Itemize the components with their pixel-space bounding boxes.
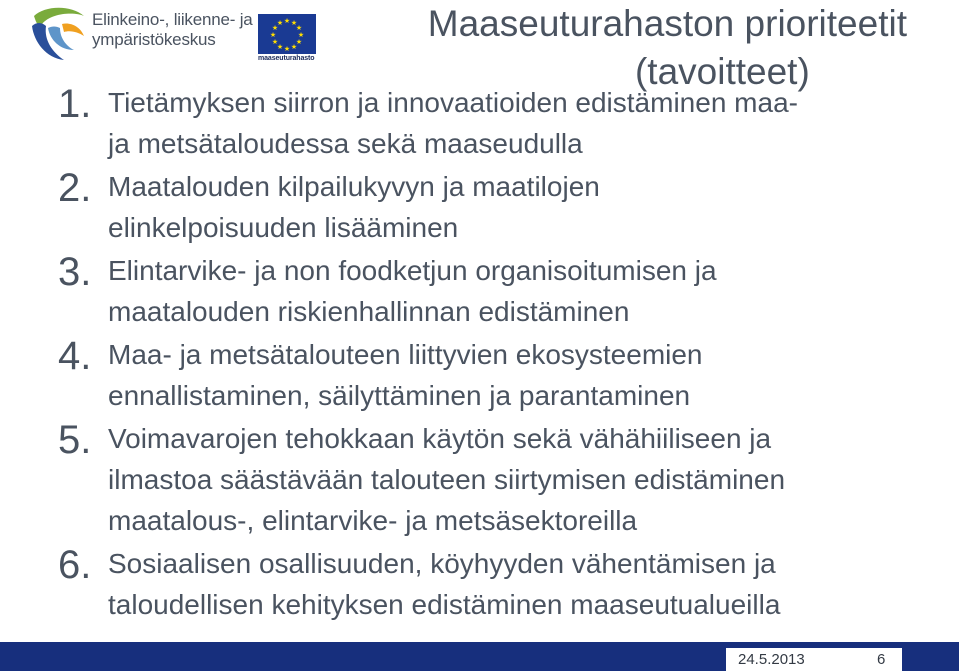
svg-text:★: ★ (290, 43, 298, 51)
priority-item-6 (58, 543, 938, 625)
svg-text:★: ★ (295, 24, 303, 32)
eu-logo (258, 14, 318, 66)
priority-list (58, 82, 938, 627)
priority-text: Tietämyksen siirron ja innovaatioiden edistäminen maa- (108, 87, 798, 118)
priority-text: ilmastoa säästävään talouteen siirtymisen edistäminen (108, 464, 786, 495)
priority-item-1 (58, 82, 938, 164)
priority-number: 4. (58, 334, 92, 378)
eu-logo-caption: maaseuturahasto (258, 55, 315, 62)
slide-title-line1: Maaseuturahaston prioriteetit (427, 3, 907, 44)
priority-text: ennallistaminen, säilyttäminen ja parantaminen (108, 380, 691, 411)
priority-text: ja metsätaloudessa sekä maaseudulla (108, 128, 583, 159)
svg-text:★: ★ (297, 31, 305, 39)
svg-text:★: ★ (276, 43, 284, 51)
priority-item-2 (58, 166, 938, 248)
priority-text: Maa- ja metsätalouteen liittyvien ekosysteemien (108, 339, 703, 370)
ely-logo-text (92, 10, 253, 50)
ely-logo (30, 6, 253, 62)
priority-text: maatalouden riskienhallinnan edistäminen (108, 296, 630, 327)
priority-item-5 (58, 418, 938, 541)
priority-number: 1. (58, 82, 92, 126)
priority-number: 2. (58, 166, 92, 210)
priority-text: Voimavarojen tehokkaan käytön sekä vähähiiliseen ja (108, 423, 772, 454)
priority-text: Maatalouden kilpailukyvyn ja maatilojen (108, 171, 600, 202)
ely-emblem-icon (30, 6, 88, 62)
footer-page-number: 6 (877, 651, 886, 668)
ely-logo-line2: ympäristökeskus (92, 30, 216, 49)
priority-number: 5. (58, 418, 92, 462)
ely-logo-line1: Elinkeino-, liikenne- ja (92, 10, 253, 29)
priority-number: 3. (58, 250, 92, 294)
priority-item-3 (58, 250, 938, 332)
priority-text: taloudellisen kehityksen edistäminen maaseutualueilla (108, 589, 781, 620)
eu-flag-icon (258, 14, 316, 54)
svg-text:★: ★ (283, 45, 291, 53)
priority-text: Elintarvike- ja non foodketjun organisoitumisen ja (108, 255, 717, 286)
priority-text: Sosiaalisen osallisuuden, köyhyyden vähentämisen ja (108, 548, 776, 579)
svg-text:★: ★ (276, 19, 284, 27)
footer-date: 24.5.2013 (738, 651, 805, 668)
priority-text: elinkelpoisuuden lisääminen (108, 212, 459, 243)
svg-text:★: ★ (295, 38, 303, 46)
svg-text:★: ★ (283, 17, 291, 25)
svg-text:★: ★ (290, 19, 298, 27)
priority-text: maatalous-, elintarvike- ja metsäsektoreilla (108, 505, 638, 536)
priority-number: 6. (58, 543, 92, 587)
svg-text:★: ★ (271, 24, 279, 32)
priority-item-4 (58, 334, 938, 416)
slide-title-line2: (tavoitteet) (634, 51, 810, 92)
svg-text:★: ★ (269, 31, 277, 39)
svg-text:★: ★ (271, 38, 279, 46)
